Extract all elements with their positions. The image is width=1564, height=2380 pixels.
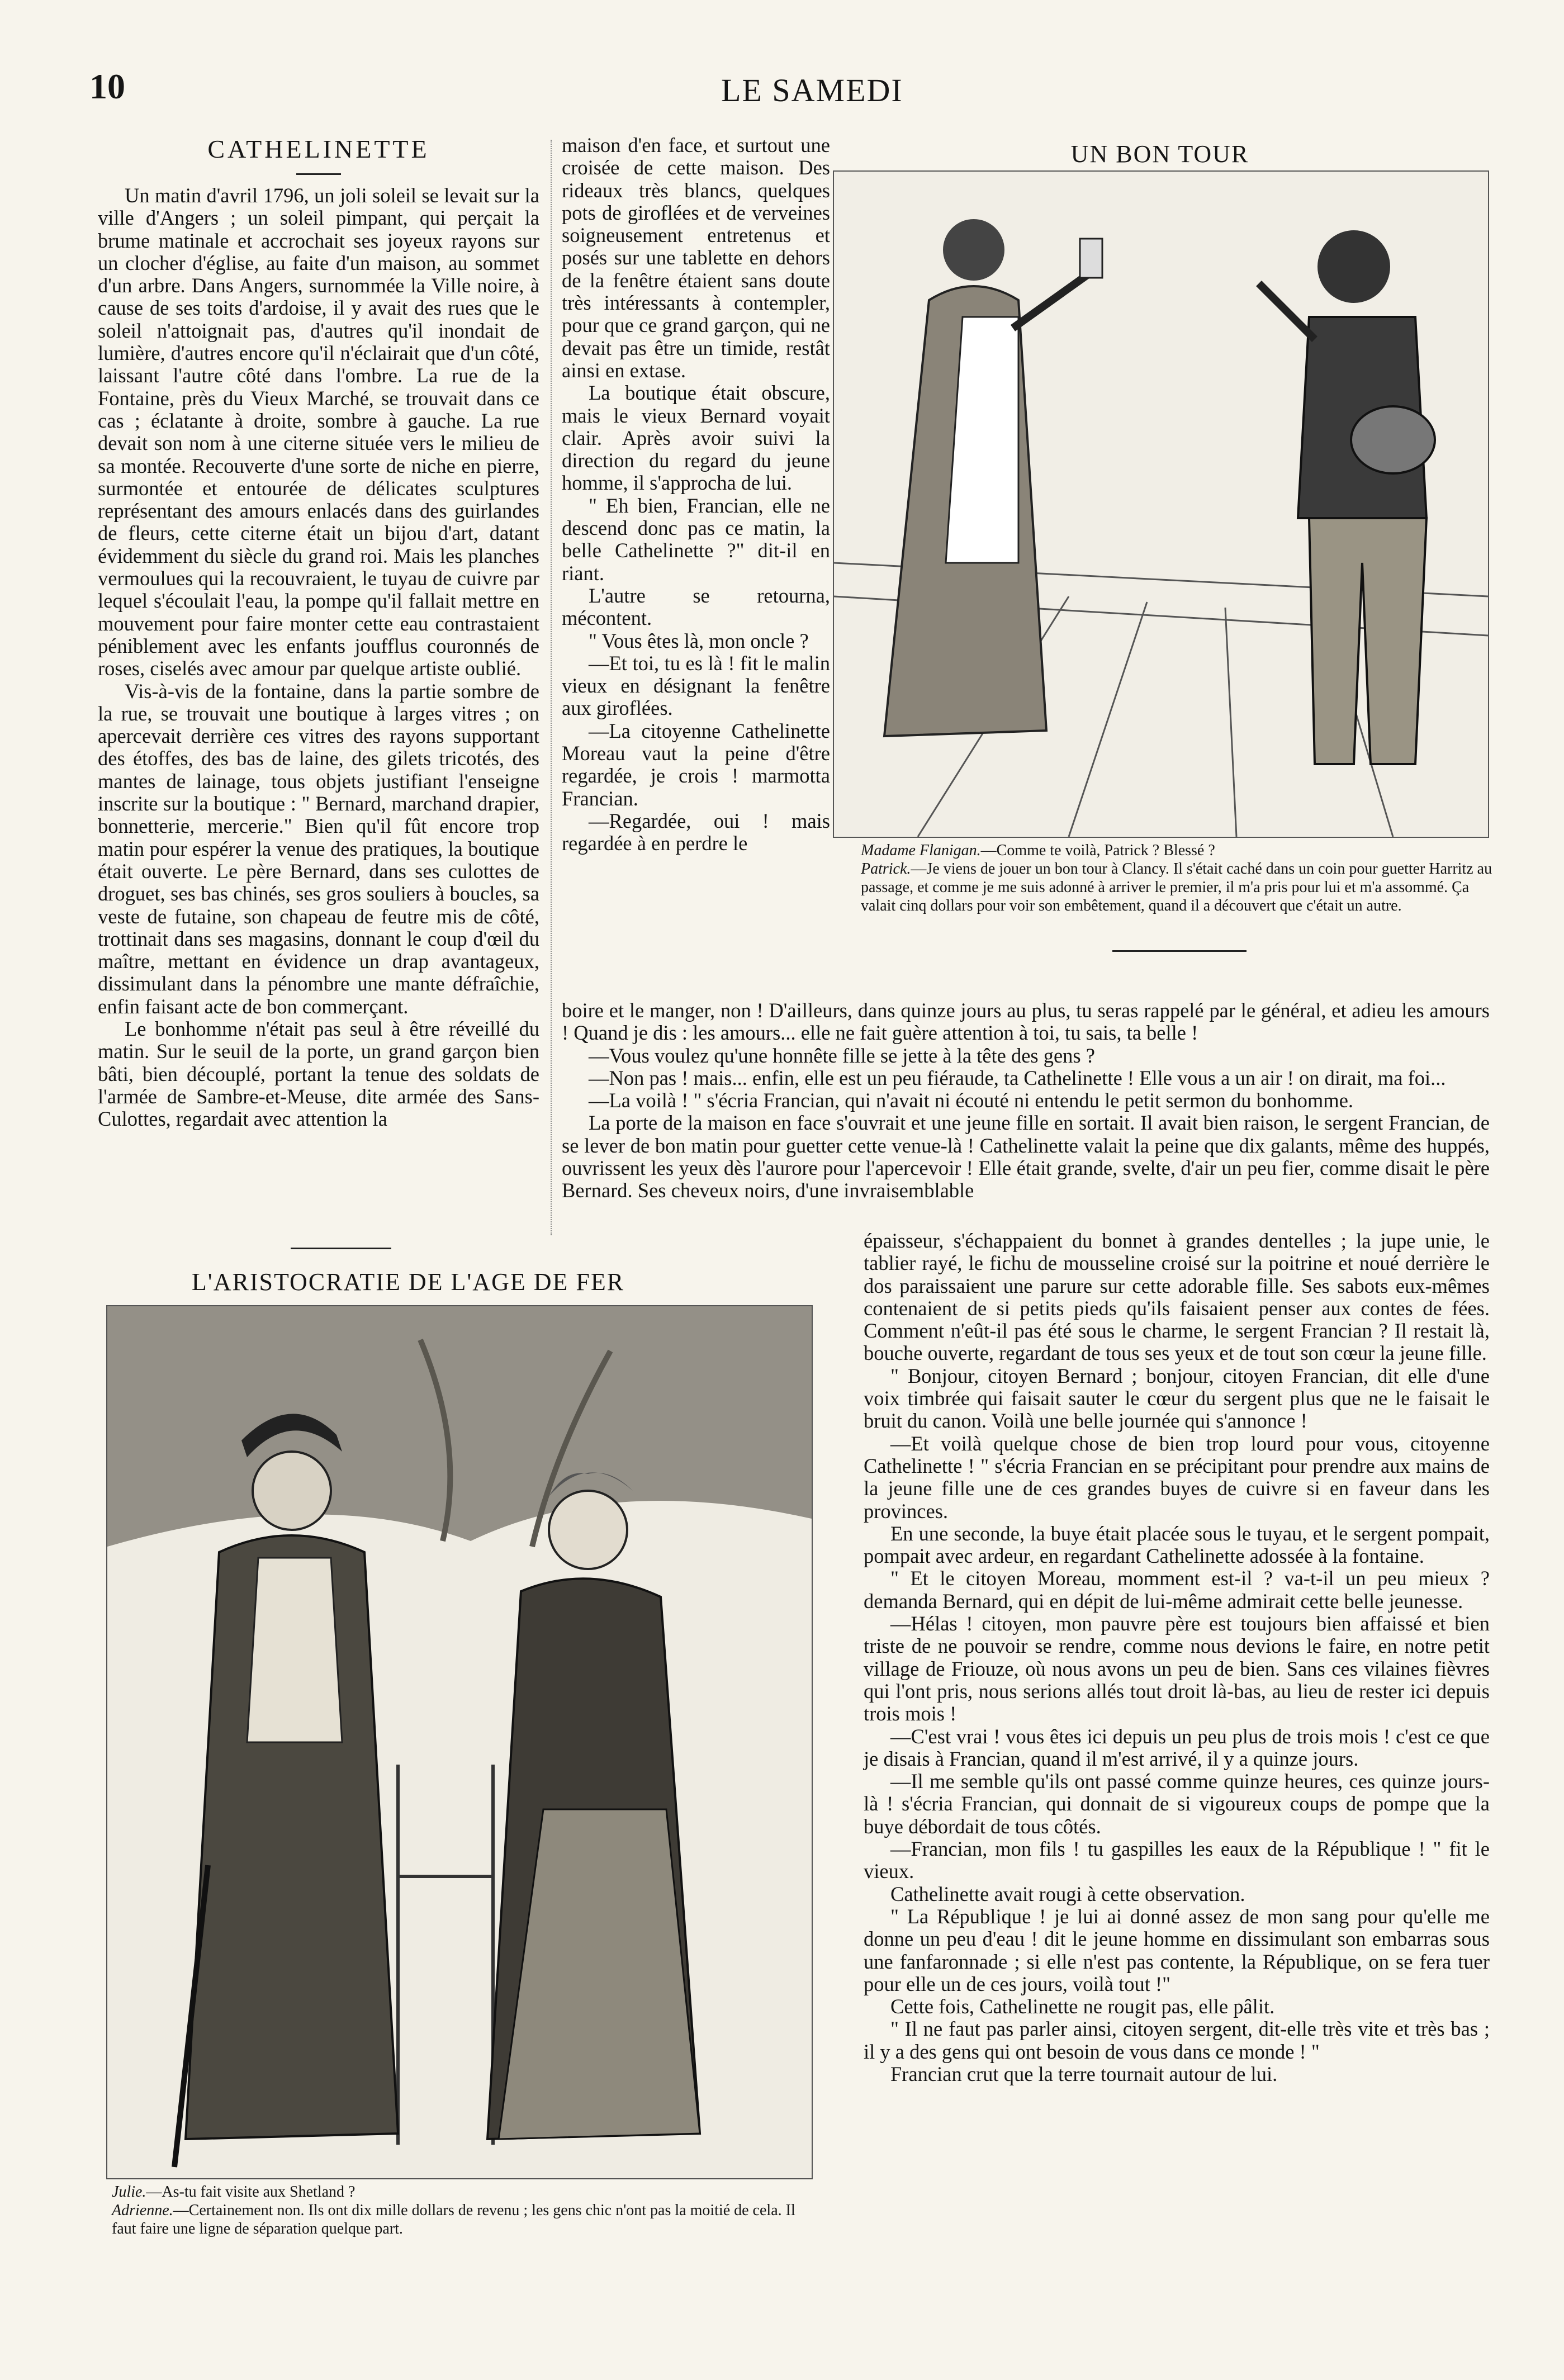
cartoon-left-title: L'ARISTOCRATIE DE L'AGE DE FER	[191, 1268, 625, 1296]
story-paragraph: " Il ne faut pas parler ainsi, citoyen sergent, dit-elle très vite et très bas ; il y a des gens qui ont besoin de vous dans ce monde ! "	[864, 2017, 1490, 2063]
story-paragraph: " La République ! je lui ai donné assez de mon sang pour qu'elle me donne un peu d'eau ! dit le jeune homme en dissimulant son embarras sous une fanfaronnade ; si elle n'est pas contente, la République, on se fera tuer pour elle un de ces jours, voilà tout !"	[864, 1904, 1490, 1995]
paper-title: LE SAMEDI	[721, 72, 903, 108]
story-paragraph: L'autre se retourna, mécontent.	[562, 584, 830, 630]
story-column-2	[562, 134, 830, 855]
cartoon-right-title: UN BON TOUR	[1070, 140, 1249, 168]
story-paragraph: " Eh bien, Francian, elle ne descend donc pas ce matin, la belle Cathelinette ?" dit-il en riant.	[562, 494, 830, 585]
story-paragraph: boire et le manger, non ! D'ailleurs, dans quinze jours au plus, tu seras rappelé par le général, et adieu les amours ! Quand je dis : les amours... elle ne fait guère attention à toi, tu sais, ta belle !	[562, 999, 1490, 1045]
cartoon-left-drawing	[107, 1306, 812, 2178]
story-title: CATHELINETTE	[207, 135, 430, 163]
story-wide-section	[562, 999, 1490, 1202]
page-number: 10	[89, 67, 125, 106]
caption-text: —Certainement non. Ils ont dix mille dollars de revenu ; les gens chic n'ont pas la moitié de cela. Il faut faire une ligne de séparation quelque part.	[112, 2202, 795, 2237]
story-paragraph: Cathelinette avait rougi à cette observation.	[890, 1882, 1245, 1905]
story-paragraph: épaisseur, s'échappaient du bonnet à grandes dentelles ; la jupe unie, le tablier rayé, le fichu de mousseline croisé sur la poitrine et noué derrière le dos paraissaient une parure sur cette adorable fille. Ses sabots eux-mêmes contenaient de si petits pieds qu'ils faisaient penser aux contes de fées. Comment n'eût-il pas été sous le charme, le sergent Francian ? Il restait là, bouche ouverte, regardant de tous ses yeux et de tout son cœur la jeune fille.	[864, 1229, 1490, 1365]
cartoon-right-caption	[861, 841, 1492, 915]
cartoon-left-caption	[112, 2183, 816, 2238]
story-paragraph: Vis-à-vis de la fontaine, dans la partie sombre de la rue, se trouvait une boutique à larges vitres ; on apercevait derrière ces vitres des rayons supportant des étoffes, des bas de laine, des gilets tricotés, des mantes de lainage, tous objets justifiant l'enseigne inscrite sur la boutique : " Bernard, marchand drapier, bonnetterie, mercerie." Bien qu'il fût encore trop matin pour espérer la venue des pratiques, la boutique était ouverte. Le père Bernard, dans ses culottes de droguet, ses bas chinés, ses gros souliers à boucles, sa veste de futaine, son chapeau de feutre mis de côté, trottinait dans ses magasins, donnant le coup d'œil du maître, mettant en évidence un drap avantageux, dissimulant dans la pénombre une mante défraîchie, enfin faisant acte de bon commerçant.	[98, 679, 539, 1018]
caption-speaker: Patrick.	[861, 860, 911, 878]
story-paragraph: —La voilà ! " s'écria Francian, qui n'avait ni écouté ni entendu le petit sermon du bonhomme.	[589, 1089, 1354, 1112]
story-paragraph: —Vous voulez qu'une honnête fille se jette à la tête des gens ?	[589, 1044, 1095, 1067]
story-column-1	[98, 184, 539, 1130]
caption-text: —As-tu fait visite aux Shetland ?	[146, 2183, 356, 2201]
cartoon-right-illustration	[833, 170, 1489, 838]
title-rule	[296, 173, 341, 175]
story-paragraph: " Et le citoyen Moreau, momment est-il ? va-t-il un peu mieux ? demanda Bernard, qui en dépit de lui-même admirait cette belle jeunesse.	[864, 1567, 1490, 1613]
section-rule	[291, 1248, 391, 1249]
caption-speaker: Julie.	[112, 2183, 146, 2201]
caption-line	[861, 841, 1492, 860]
story-paragraph: La porte de la maison en face s'ouvrait et une jeune fille en sortait. Il avait bien raison, le sergent Francian, de se lever de bon matin pour guetter cette venue-là ! Cathelinette valait la peine que dix galants, même des huppés, ouvrissent les yeux dès l'aurore pour l'apercevoir ! Elle était grande, svelte, d'air un peu fier, comme disait le père Bernard. Ses cheveux noirs, d'une invraisemblable	[562, 1111, 1490, 1202]
caption-line	[112, 2201, 816, 2238]
caption-speaker: Adrienne.	[112, 2202, 173, 2219]
story-paragraph: —La citoyenne Cathelinette Moreau vaut la peine d'être regardée, je crois ! marmotta Francian.	[562, 719, 830, 810]
story-paragraph: —Il me semble qu'ils ont passé comme quinze heures, ces quinze jours-là ! s'écria Francian, qui donnait de si vigoureux coups de pompe que la buye débordait de tous côtés.	[864, 1770, 1490, 1838]
story-paragraph: maison d'en face, et surtout une croisée de cette maison. Des rideaux très blancs, quelques pots de giroflées et de verveines soigneusement entretenus et posés sur une tablette en dehors de la fenêtre étaient sans doute très intéressants à contempler, pour que ce grand garçon, qui ne devait pas être un timide, restât ainsi en extase.	[562, 134, 830, 382]
caption-line	[861, 860, 1492, 915]
story-paragraph: —Regardée, oui ! mais regardée à en perdre le	[562, 809, 830, 855]
story-paragraph: Francian crut que la terre tournait autour de lui.	[890, 2062, 1278, 2085]
story-paragraph: —Non pas ! mais... enfin, elle est un peu fiéraude, ta Cathelinette ! Elle vous a un air ! on dirait, ma foi...	[589, 1066, 1446, 1089]
story-paragraph: La boutique était obscure, mais le vieux Bernard voyait clair. Après avoir suivi la direction du regard du jeune homme, il s'approcha de lui.	[562, 381, 830, 495]
cartoon-left-illustration	[106, 1305, 813, 2179]
story-paragraph: " Vous êtes là, mon oncle ?	[589, 629, 809, 652]
story-paragraph: —Et toi, tu es là ! fit le malin vieux en désignant la fenêtre aux giroflées.	[562, 651, 830, 720]
cartoon-right-drawing	[834, 172, 1488, 837]
story-column-3	[864, 1230, 1490, 2085]
caption-text: —Comme te voilà, Patrick ? Blessé ?	[980, 842, 1215, 859]
caption-text: —Je viens de jouer un bon tour à Clancy. Il s'était caché dans un coin pour guetter Harritz au passage, et comme je me suis adonné à arriver le premier, il m'a pris pour lui et m'a assommé. Ça valait cinq dollars pour voir son embêtement, quand il a découvert que c'était un autre.	[861, 860, 1492, 914]
story-paragraph: En une seconde, la buye était placée sous le tuyau, et le sergent pompait, pompait avec ardeur, en regardant Cathelinette adossée à la fontaine.	[864, 1521, 1490, 1568]
story-paragraph: " Bonjour, citoyen Bernard ; bonjour, citoyen Francian, dit elle d'une voix timbrée qui faisait sauter le cœur du sergent plus que ne le faisait le bruit du canon. Voilà une belle journée qui s'annonce !	[864, 1364, 1490, 1433]
story-paragraph: —Et voilà quelque chose de bien trop lourd pour vous, citoyenne Cathelinette ! " s'écria Francian en se précipitant pour prendre aux mains de la jeune fille une de ces grandes buyes de cuivre si en faveur dans les provinces.	[864, 1431, 1490, 1523]
caption-speaker: Madame Flanigan.	[861, 842, 981, 859]
story-paragraph: —Hélas ! citoyen, mon pauvre père est toujours bien affaissé et bien triste de ne pouvoir se rendre, comme nous devions le faire, en notre petit village de Friouze, où nous avons un peu de bien. Sans ces vilaines fièvres qui l'ont pris, nous serions allés tout droit là-bas, au lieu de rester ici depuis trois mois !	[864, 1612, 1490, 1725]
caption-rule	[1112, 950, 1247, 952]
story-paragraph: —C'est vrai ! vous êtes ici depuis un peu plus de trois mois ! c'est ce que je disais à Francian, quand il m'est arrivé, il y a quinze jours.	[864, 1724, 1490, 1770]
column-divider	[551, 140, 552, 1235]
story-paragraph: Le bonhomme n'était pas seul à être réveillé du matin. Sur le seuil de la porte, un grand garçon bien bâti, bien découplé, portant la tenue des soldats de l'armée de Sambre-et-Meuse, dite armée des Sans-Culottes, regardait avec attention la	[98, 1017, 539, 1131]
caption-line	[112, 2183, 816, 2201]
story-paragraph: Cette fois, Cathelinette ne rougit pas, elle pâlit.	[890, 1995, 1275, 2018]
story-paragraph: Un matin d'avril 1796, un joli soleil se levait sur la ville d'Angers ; un soleil pimpant, qui perçait la brume matinale et accrochait ses joyeux rayons sur un clocher d'église, au faite d'un maison, au sommet d'un arbre. Dans Angers, surnommée la Ville noire, à cause de ses toits d'ardoise, il y avait des rues que le soleil n'attoignait pas, d'autres qu'il inondait de lumière, d'autres encore qu'il n'éclairait que d'un côté, laissant l'autre côté dans l'ombre. La rue de la Fontaine, près du Vieux Marché, se trouvait dans ce cas ; éclatante à droite, sombre à gauche. La rue devait son nom à une citerne située vers le milieu de sa montée. Recouverte d'une sorte de niche en pierre, surmontée et entourée de délicates sculptures représentant des amours enlacés dans des guirlandes de fleurs, cette citerne était un bijou d'art, datant évidemment du siècle du grand roi. Mais les planches vermoulues qui la recouvraient, le tuyau de cuivre par lequel s'écoulait l'eau, la pompe qu'il fallait mettre en mouvement pour faire monter cette eau contrastaient péniblement avec les enfants joufflus couronnés de roses, ciselés avec amour par quelque artiste oublié.	[98, 184, 539, 680]
story-paragraph: —Francian, mon fils ! tu gaspilles les eaux de la République ! " fit le vieux.	[864, 1837, 1490, 1883]
